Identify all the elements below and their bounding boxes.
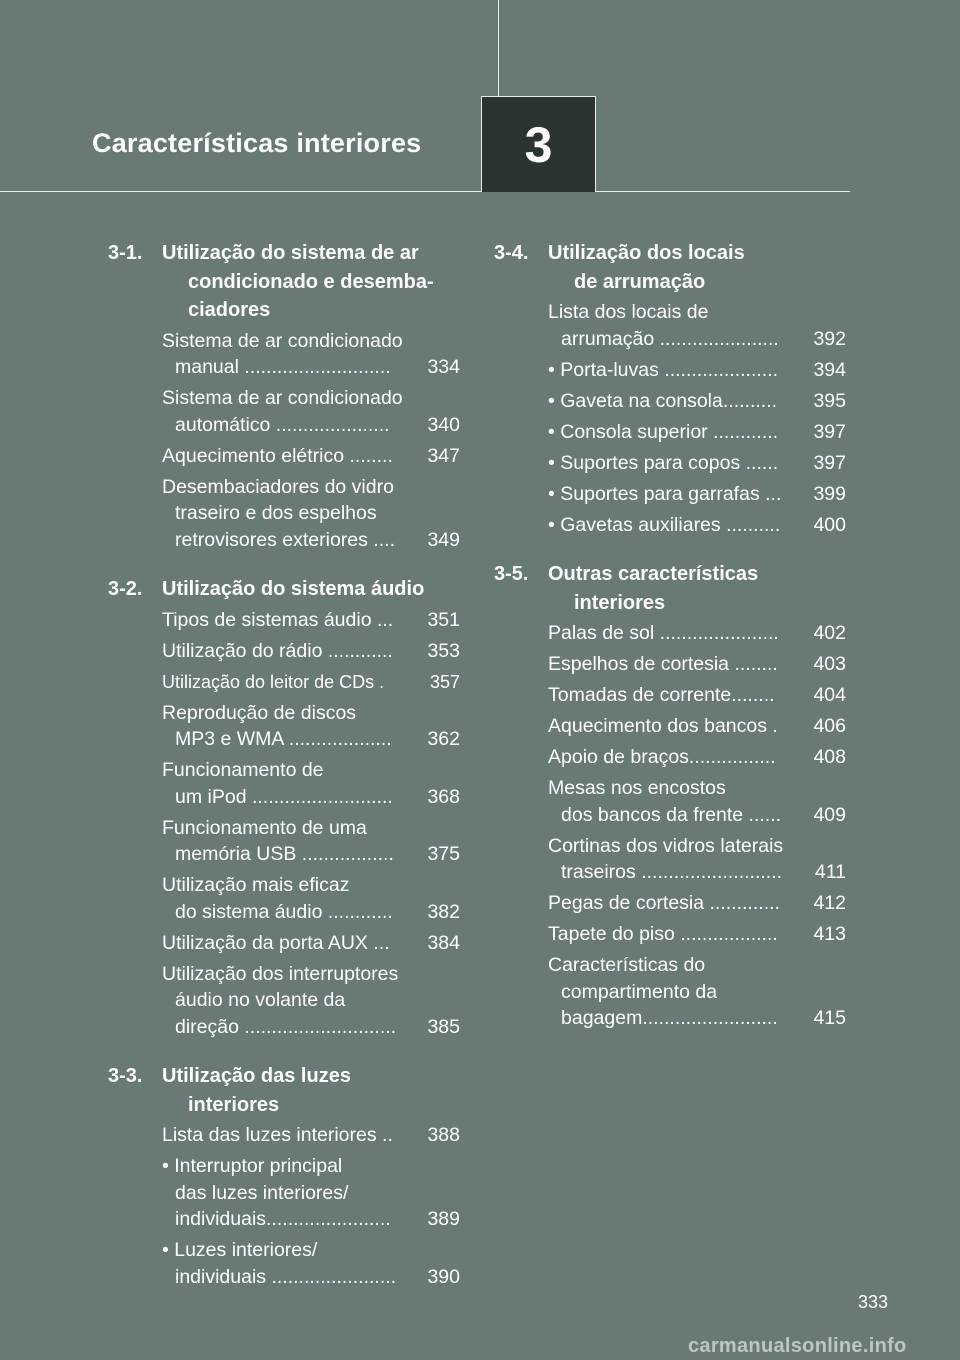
section-heading[interactable] (108, 575, 460, 604)
section-title-line: interiores (188, 1093, 280, 1116)
toc-entry-text: • Porta-luvas ..................... (548, 358, 779, 381)
toc-entry[interactable] (548, 952, 846, 1032)
toc-entry-text: Utilização dos interruptores (162, 962, 399, 985)
page-number: 333 (858, 1292, 889, 1312)
toc-entry-text: manual ........................... (175, 356, 391, 378)
toc-entry-page: 409 (813, 803, 846, 826)
toc-entry[interactable] (162, 1237, 460, 1290)
toc-entry[interactable] (162, 385, 460, 438)
toc-entry[interactable] (162, 1153, 460, 1233)
toc-entry-page: 351 (427, 608, 460, 631)
toc-entry-text: das luzes interiores/ (175, 1181, 349, 1204)
toc-entry-page: 408 (813, 746, 846, 768)
toc-entry-text: • Interruptor principal (162, 1155, 343, 1177)
toc-entry[interactable] (162, 815, 460, 868)
toc-entry-page: 411 (814, 861, 846, 883)
toc-entry-text: Apoio de braços................ (548, 746, 776, 768)
toc-entry-page: 349 (427, 528, 460, 551)
watermark: carmanualsonline.info (688, 1335, 907, 1357)
toc-entry-page: 399 (813, 482, 846, 505)
toc-entry-text: individuais....................... (175, 1208, 391, 1230)
toc-entry-page: 382 (427, 900, 460, 923)
toc-entry[interactable] (162, 638, 460, 665)
toc-entry[interactable] (162, 474, 460, 554)
toc-entry[interactable] (548, 890, 846, 917)
toc-section-3-1 (108, 239, 460, 553)
section-title-line: de arrumação (574, 270, 706, 293)
toc-entry-text: Características do (548, 954, 706, 976)
toc-entry[interactable] (548, 419, 846, 446)
toc-entry[interactable] (162, 443, 460, 470)
toc-entry-text: Desembaciadores do vidro (162, 475, 394, 498)
toc-entry-page: 353 (427, 639, 460, 662)
top-vertical-rule (498, 0, 499, 96)
toc-entry-page: 415 (813, 1007, 846, 1029)
toc-entry[interactable] (548, 682, 846, 709)
section-heading[interactable] (494, 239, 846, 296)
toc-entry-text: Funcionamento de (162, 759, 324, 781)
toc-entry-page: 388 (427, 1124, 460, 1146)
toc-entry-text: Cortinas dos vidros laterais (548, 834, 784, 857)
toc-entry[interactable] (162, 607, 460, 634)
toc-entry-page: 404 (813, 684, 846, 706)
section-number: 3-3. (108, 1065, 143, 1087)
toc-entry-page: 406 (813, 715, 846, 737)
toc-entry[interactable] (548, 299, 846, 352)
toc-entry-text: Sistema de ar condicionado (162, 329, 403, 352)
toc-entry-text: • Luzes interiores/ (162, 1239, 318, 1261)
toc-entry-page: 402 (813, 622, 846, 644)
section-number: 3-2. (108, 578, 143, 600)
section-title-line: condicionado e desemba- (188, 270, 434, 293)
chapter-number: 3 (524, 116, 553, 173)
toc-entry-text: Lista das luzes interiores .. (162, 1124, 393, 1146)
toc-entry-text: bagagem......................... (561, 1007, 778, 1029)
toc-entry-text: Sistema de ar condicionado (162, 387, 403, 409)
toc-entry-text: áudio no volante da (175, 989, 346, 1011)
toc-entry[interactable] (548, 921, 846, 948)
toc-entry[interactable] (548, 775, 846, 828)
toc-entry-page: 394 (813, 358, 846, 381)
toc-section-3-4 (494, 239, 846, 538)
toc-entry-text: Lista dos locais de (548, 301, 709, 323)
toc-entry[interactable] (548, 512, 846, 539)
section-number: 3-1. (108, 242, 143, 264)
toc-section-3-3 (108, 1062, 460, 1290)
toc-entry[interactable] (548, 481, 846, 508)
toc-entry-text: retrovisores exteriores .... (175, 528, 395, 551)
toc-entry[interactable] (548, 620, 846, 647)
header-rule (0, 191, 850, 192)
toc-entry-text: traseiros .......................... (561, 861, 783, 883)
toc-entry-page: 340 (427, 413, 460, 436)
section-heading[interactable] (494, 560, 846, 617)
toc-entry-text: Tapete do piso .................. (548, 923, 778, 945)
toc-entry-text: • Gaveta na consola.......... (548, 389, 778, 412)
toc-entry-text: traseiro e dos espelhos (175, 502, 377, 524)
toc-entry[interactable] (548, 833, 846, 886)
toc-entry-page: 392 (813, 327, 846, 350)
toc-entry-page: 400 (813, 513, 846, 536)
toc-entry-text: automático ..................... (175, 413, 390, 436)
toc-entry-page: 397 (813, 420, 846, 443)
toc-entry[interactable] (548, 388, 846, 415)
toc-entry[interactable] (548, 744, 846, 771)
section-heading[interactable] (108, 239, 460, 325)
chapter-title: Características interiores (92, 128, 422, 158)
toc-entry-text: Funcionamento de uma (162, 816, 367, 839)
toc-entry-text: um iPod .......................... (175, 785, 393, 808)
section-title-line: Utilização dos locais (548, 242, 745, 264)
toc-entry[interactable] (162, 872, 460, 925)
toc-entry-text: Mesas nos encostos (548, 777, 726, 799)
toc-entry[interactable] (162, 669, 460, 696)
toc-entry-text: Espelhos de cortesia ........ (548, 653, 778, 675)
toc-column-right (494, 239, 846, 1054)
toc-entry-text: arrumação ...................... (561, 327, 779, 350)
toc-entry-page: 412 (813, 892, 846, 914)
toc-entry[interactable] (162, 757, 460, 810)
toc-entry-text: • Gavetas auxiliares .......... (548, 513, 781, 536)
toc-entry-text: Palas de sol ...................... (548, 622, 779, 644)
toc-section-3-5 (494, 560, 846, 1032)
toc-entry[interactable] (548, 651, 846, 678)
toc-entry-page: 385 (427, 1015, 460, 1038)
toc-entry[interactable] (162, 1122, 460, 1149)
toc-entry-text: • Suportes para copos ...... (548, 451, 779, 474)
section-title-line: Outras características (548, 563, 759, 585)
toc-entry-text: • Consola superior ............ (548, 420, 779, 443)
toc-entry-page: 357 (429, 671, 460, 692)
toc-entry-page: 395 (813, 389, 846, 412)
toc-entry-text: Pegas de cortesia ............. (548, 892, 780, 914)
section-title (162, 575, 460, 604)
section-title (162, 239, 460, 325)
toc-entry-page: 334 (427, 356, 460, 378)
toc-entry[interactable] (548, 713, 846, 740)
section-title-line: ciadores (188, 299, 271, 321)
toc-entry-page: 397 (813, 451, 846, 474)
toc-entry-text: do sistema áudio ............ (175, 900, 393, 923)
toc-entry-text: Utilização mais eficaz (162, 874, 350, 896)
toc-column-left (108, 239, 460, 1312)
toc-entry-text: Utilização do rádio ............ (162, 639, 393, 662)
toc-entry-text: compartimento da (561, 980, 718, 1003)
toc-entry-text: direção ............................ (175, 1015, 397, 1038)
section-title-line: Utilização do sistema de ar (162, 242, 419, 264)
chapter-number-tab (481, 96, 596, 192)
section-number: 3-4. (494, 242, 529, 264)
toc-entry-text: Utilização da porta AUX ... (162, 931, 390, 954)
toc-entry[interactable] (548, 450, 846, 477)
toc-entry-page: 362 (427, 728, 460, 750)
toc-section-3-2 (108, 575, 460, 1040)
section-heading[interactable] (108, 1062, 460, 1119)
toc-entry-page: 384 (427, 931, 460, 954)
toc-entry-page: 403 (813, 653, 846, 675)
toc-entry-text: • Suportes para garrafas ... (548, 482, 782, 505)
toc-entry-page: 375 (427, 843, 460, 865)
toc-entry-text: Tomadas de corrente........ (548, 684, 775, 706)
toc-entry-page: 413 (813, 923, 846, 945)
toc-entry-text: Aquecimento elétrico ........ (162, 444, 393, 467)
toc-entry[interactable] (162, 961, 460, 1041)
toc-entry[interactable] (162, 700, 460, 753)
toc-entry-text: Tipos de sistemas áudio ... (162, 608, 394, 631)
toc-entry-text: individuais ....................... (175, 1265, 397, 1288)
toc-entry-page: 347 (427, 444, 460, 467)
toc-entry-text: Utilização do leitor de CDs . (162, 671, 385, 692)
toc-entry-text: dos bancos da frente ...... (561, 803, 782, 826)
toc-entry-page: 389 (427, 1208, 460, 1230)
toc-entry-text: Aquecimento dos bancos . (548, 715, 778, 737)
section-title (548, 239, 846, 296)
toc-entry-page: 368 (427, 785, 460, 808)
section-title-line: Utilização do sistema áudio (162, 578, 425, 600)
toc-entry-page: 390 (427, 1265, 460, 1288)
section-title-line: Utilização das luzes (162, 1065, 351, 1087)
section-title (162, 1062, 460, 1119)
toc-entry-text: Reprodução de discos (162, 701, 357, 724)
toc-entry-text: MP3 e WMA ................... (175, 728, 392, 750)
section-title-line: interiores (574, 591, 666, 614)
toc-entry[interactable] (548, 357, 846, 384)
section-title (548, 560, 846, 617)
toc-entry-text: memória USB ................. (175, 843, 394, 865)
section-number: 3-5. (494, 563, 529, 585)
toc-entry[interactable] (162, 328, 460, 381)
toc-entry[interactable] (162, 930, 460, 957)
